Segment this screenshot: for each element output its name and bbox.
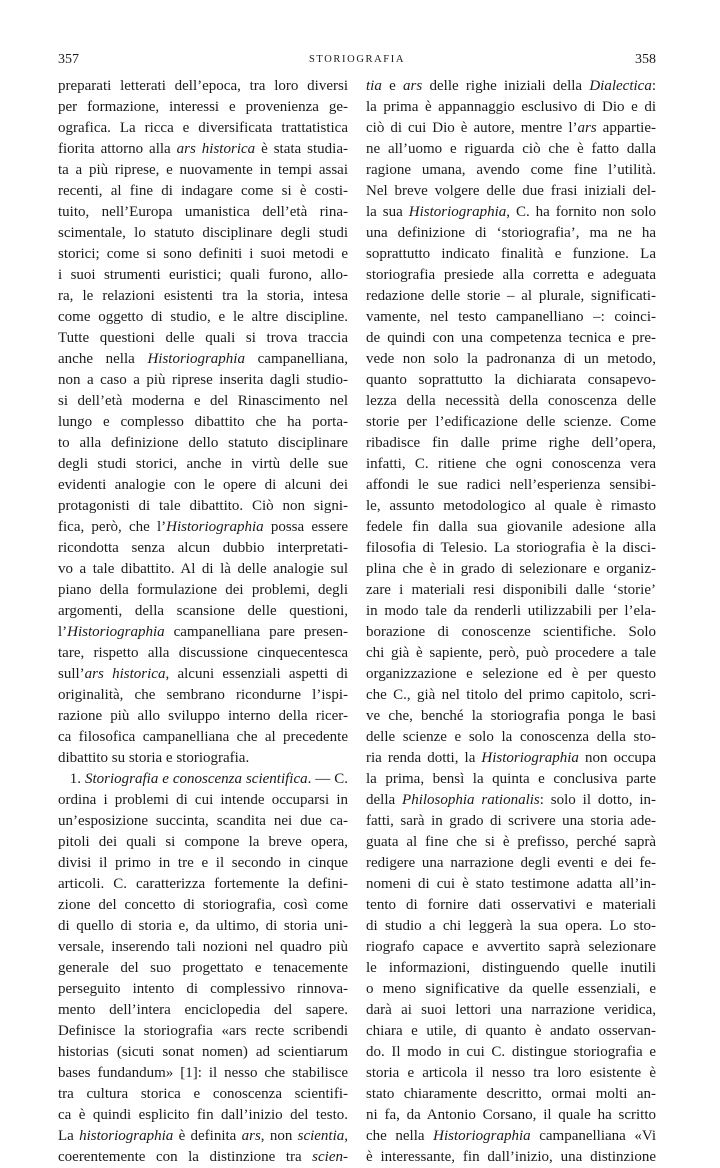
text-line: tento di fornire dati osservativi e materiali xyxy=(366,897,656,913)
text-line: recenti, al fine di indagare come si è costi- xyxy=(58,183,348,199)
text-line: la prima, bensì la quinta e conclusiva parte xyxy=(366,771,656,787)
text-line: piano della formulazione dei problemi, degli xyxy=(58,582,348,598)
text-line: 1. Storiografia e conoscenza scientifica. — C. xyxy=(58,771,348,787)
text-line: tuito, nell’Europa umanistica dell’età rina- xyxy=(58,204,348,220)
text-line: non a caso a più riprese inserita dagli studio- xyxy=(58,372,348,388)
text-line: o meno significative da quelle essenziali, e xyxy=(366,981,656,997)
text-line: che nella Historiographia campanelliana «Vi xyxy=(366,1128,656,1144)
text-line: nomeni di cui è stato testimone adatta all’in- xyxy=(366,876,656,892)
text-line: l’Historiographia campanelliana pare presen- xyxy=(58,624,348,640)
text-line: scimentale, lo statuto disciplinare degli studi xyxy=(58,225,348,241)
text-line: di quello di storia e, da ultimo, di storia uni- xyxy=(58,918,348,934)
text-line: pitoli dei quali si compone la breve opera, xyxy=(58,834,348,850)
text-line: la sua Historiographia, C. ha fornito non solo xyxy=(366,204,656,220)
text-line: razione più allo sviluppo interno della ricer- xyxy=(58,708,348,724)
text-line: per formazione, interessi e provenienza ge- xyxy=(58,99,348,115)
text-line: fiorita attorno alla ars historica è stata studia- xyxy=(58,141,348,157)
text-line: di studio a chi leggerà la sua opera. Lo sto- xyxy=(366,918,656,934)
text-line: stato chiaramente descritto, ormai molti an- xyxy=(366,1086,656,1102)
text-line: borazione di conoscenze scientifiche. Solo xyxy=(366,624,656,640)
text-line: Nel breve volgere delle due frasi iniziali del- xyxy=(366,183,656,199)
text-line: filosofia di Telesio. La storiografia è la disci- xyxy=(366,540,656,556)
text-line: è interessante, fin dall’inizio, una distinzione xyxy=(366,1149,656,1165)
left-column xyxy=(58,76,348,1168)
text-line: come oggetto di studio, e le altre discipline. xyxy=(58,309,348,325)
page-number-left: 357 xyxy=(58,52,79,67)
text-line: della Philosophia rationalis: solo il dotto, in- xyxy=(366,792,656,808)
text-line: fedele fin dalla sua giovanile adesione alla xyxy=(366,519,656,535)
text-line: le informazioni, distinguendo quelle inutili xyxy=(366,960,656,976)
text-line: storia e articola il nesso tra loro esistente è xyxy=(366,1065,656,1081)
text-line: ria renda dotti, la Historiographia non occupa xyxy=(366,750,656,766)
text-line: versale, inserendo tali nozioni nel quadro più xyxy=(58,939,348,955)
text-line: delle scienze e solo la conoscenza della sto- xyxy=(366,729,656,745)
text-line: ciò di cui Dio è autore, mentre l’ars appartie- xyxy=(366,120,656,136)
text-line: lungo e complesso dibattito che ha porta- xyxy=(58,414,348,430)
text-line: ca filosofica campanelliana che al precedente xyxy=(58,729,348,745)
text-line: chi già è sapiente, però, può procedere a tale xyxy=(366,645,656,661)
text-line: storie per l’edificazione delle scienze. Come xyxy=(366,414,656,430)
text-line: soprattutto indicato finalità e funzione. La xyxy=(366,246,656,262)
text-line: infatti, C. ritiene che ogni conoscenza vera xyxy=(366,456,656,472)
text-line: i suoi strumenti euristici; quali furono, allo- xyxy=(58,267,348,283)
page-number-right: 358 xyxy=(635,52,656,67)
text-line: storici; come si sono definiti i suoi metodi e xyxy=(58,246,348,262)
text-line: do. Il modo in cui C. distingue storiografia e xyxy=(366,1044,656,1060)
text-line: le, assunto metodologico al quale è rimasto xyxy=(366,498,656,514)
text-line: un’esposizione succinta, scandita nei due ca- xyxy=(58,813,348,829)
text-line: una definizione di ‘storiografia’, ma ne ha xyxy=(366,225,656,241)
text-line: anche nella Historiographia campanelliana, xyxy=(58,351,348,367)
text-line: La historiographia è definita ars, non scientia, xyxy=(58,1128,348,1144)
text-line: plina che è in grado di selezionare e organiz- xyxy=(366,561,656,577)
text-line: Definisce la storiografia «ars recte scribendi xyxy=(58,1023,348,1039)
text-line: zione del concetto di storiografia, così come xyxy=(58,897,348,913)
text-line: originalità, che sembrano ricondurne l’ispi- xyxy=(58,687,348,703)
text-line: bases fundandum» [1]: il nesso che stabilisce xyxy=(58,1065,348,1081)
text-line: ne all’uomo e riguarda ciò che è fatto dalla xyxy=(366,141,656,157)
text-line: guata al fine che si è prefisso, perché saprà xyxy=(366,834,656,850)
text-line: sull’ars historica, alcuni essenziali aspetti di xyxy=(58,666,348,682)
text-line: ragione umana, avendo come fine l’utilità. xyxy=(366,162,656,178)
page-header xyxy=(58,52,656,72)
text-line: tare, rispetto alla discussione cinquecentesca xyxy=(58,645,348,661)
text-line: darà ai suoi lettori una narrazione veridica, xyxy=(366,1002,656,1018)
text-line: quanto soprattutto la dichiarata consapevo- xyxy=(366,372,656,388)
text-line: redazione delle storie – al plurale, significati- xyxy=(366,288,656,304)
text-line: evidenti analogie con le opere di alcuni dei xyxy=(58,477,348,493)
text-line: vo a tale dibattito. Al di là delle analogie sul xyxy=(58,561,348,577)
text-line: Tutte questioni delle quali si trova traccia xyxy=(58,330,348,346)
text-line: organizzazione e selezione ed è per questo xyxy=(366,666,656,682)
text-line: ografica. La ricca e diversificata trattatistica xyxy=(58,120,348,136)
text-line: tia e ars delle righe iniziali della Dialectica: xyxy=(366,78,656,94)
text-line: ordina i problemi di cui intende occuparsi in xyxy=(58,792,348,808)
text-line: ve che, benché la storiografia ponga le basi xyxy=(366,708,656,724)
text-line: to alla definizione dello statuto disciplinare xyxy=(58,435,348,451)
right-column xyxy=(366,76,656,1168)
text-line: generale del suo progettato e tenacemente xyxy=(58,960,348,976)
text-line: tra cultura storica e conoscenza scientifi- xyxy=(58,1086,348,1102)
text-line: de quindi con una competenza tecnica e pre- xyxy=(366,330,656,346)
text-line: ca è quindi esplicito fin dall’inizio del testo. xyxy=(58,1107,348,1123)
text-line: ricondotta senza alcun dubbio interpretati- xyxy=(58,540,348,556)
text-line: ra, le relazioni esistenti tra la storia, intesa xyxy=(58,288,348,304)
text-line: vede non solo la padronanza di un metodo, xyxy=(366,351,656,367)
text-line: protagonisti di tale dibattito. Ciò non signi- xyxy=(58,498,348,514)
text-line: argomenti, della scansione delle questioni, xyxy=(58,603,348,619)
text-line: la prima è appannaggio esclusivo di Dio e di xyxy=(366,99,656,115)
text-line: ribadisce fin dalle prime righe dell’opera, xyxy=(366,435,656,451)
text-line: che C., già nel titolo del primo capitolo, scri- xyxy=(366,687,656,703)
text-line: storiografia presiede alla corretta e adeguata xyxy=(366,267,656,283)
text-line: vamente, nel testo campanelliano –: coinci- xyxy=(366,309,656,325)
text-line: dibattito su storia e storiografia. xyxy=(58,750,250,766)
text-line: lezza della necessità della conoscenza delle xyxy=(366,393,656,409)
text-line: riografo capace e avvertito saprà selezionare xyxy=(366,939,656,955)
running-title: STORIOGRAFIA xyxy=(308,54,406,65)
text-line: redigere una narrazione degli eventi e dei fe- xyxy=(366,855,656,871)
text-line: preparati letterati dell’epoca, tra loro diversi xyxy=(58,78,348,94)
text-line: mento dell’intera enciclopedia del sapere. xyxy=(58,1002,348,1018)
text-line: ta a più riprese, e nuovamente in tempi assai xyxy=(58,162,348,178)
text-line: coerentemente con la distinzione tra scien- xyxy=(58,1149,348,1165)
text-line: divisi il primo in tre e il secondo in cinque xyxy=(58,855,348,871)
text-line: zare i materiali resi disponibili dalle ‘storie’ xyxy=(366,582,656,598)
text-line: chiara e utile, di quanto è andato osservan- xyxy=(366,1023,656,1039)
text-line: in modo tale da renderli utilizzabili per l’ela- xyxy=(366,603,656,619)
text-line: affondi le sue radici nell’esperienza sensibi- xyxy=(366,477,656,493)
text-line: fatti, sarà in grado di scrivere una storia ade- xyxy=(366,813,656,829)
text-line: degli studi storici, anche in virtù delle sue xyxy=(58,456,348,472)
text-line: fica, però, che l’Historiographia possa essere xyxy=(58,519,348,535)
text-line: historias (sicuti sonat nomen) ad scientiarum xyxy=(58,1044,348,1060)
text-line: si dell’età moderna e del Rinascimento nel xyxy=(58,393,348,409)
text-line: ni fa, da Antonio Corsano, il quale ha scritto xyxy=(366,1107,656,1123)
text-line: perseguito intento di complessivo rinnova- xyxy=(58,981,348,997)
text-line: articoli. C. caratterizza fortemente la defini- xyxy=(58,876,348,892)
